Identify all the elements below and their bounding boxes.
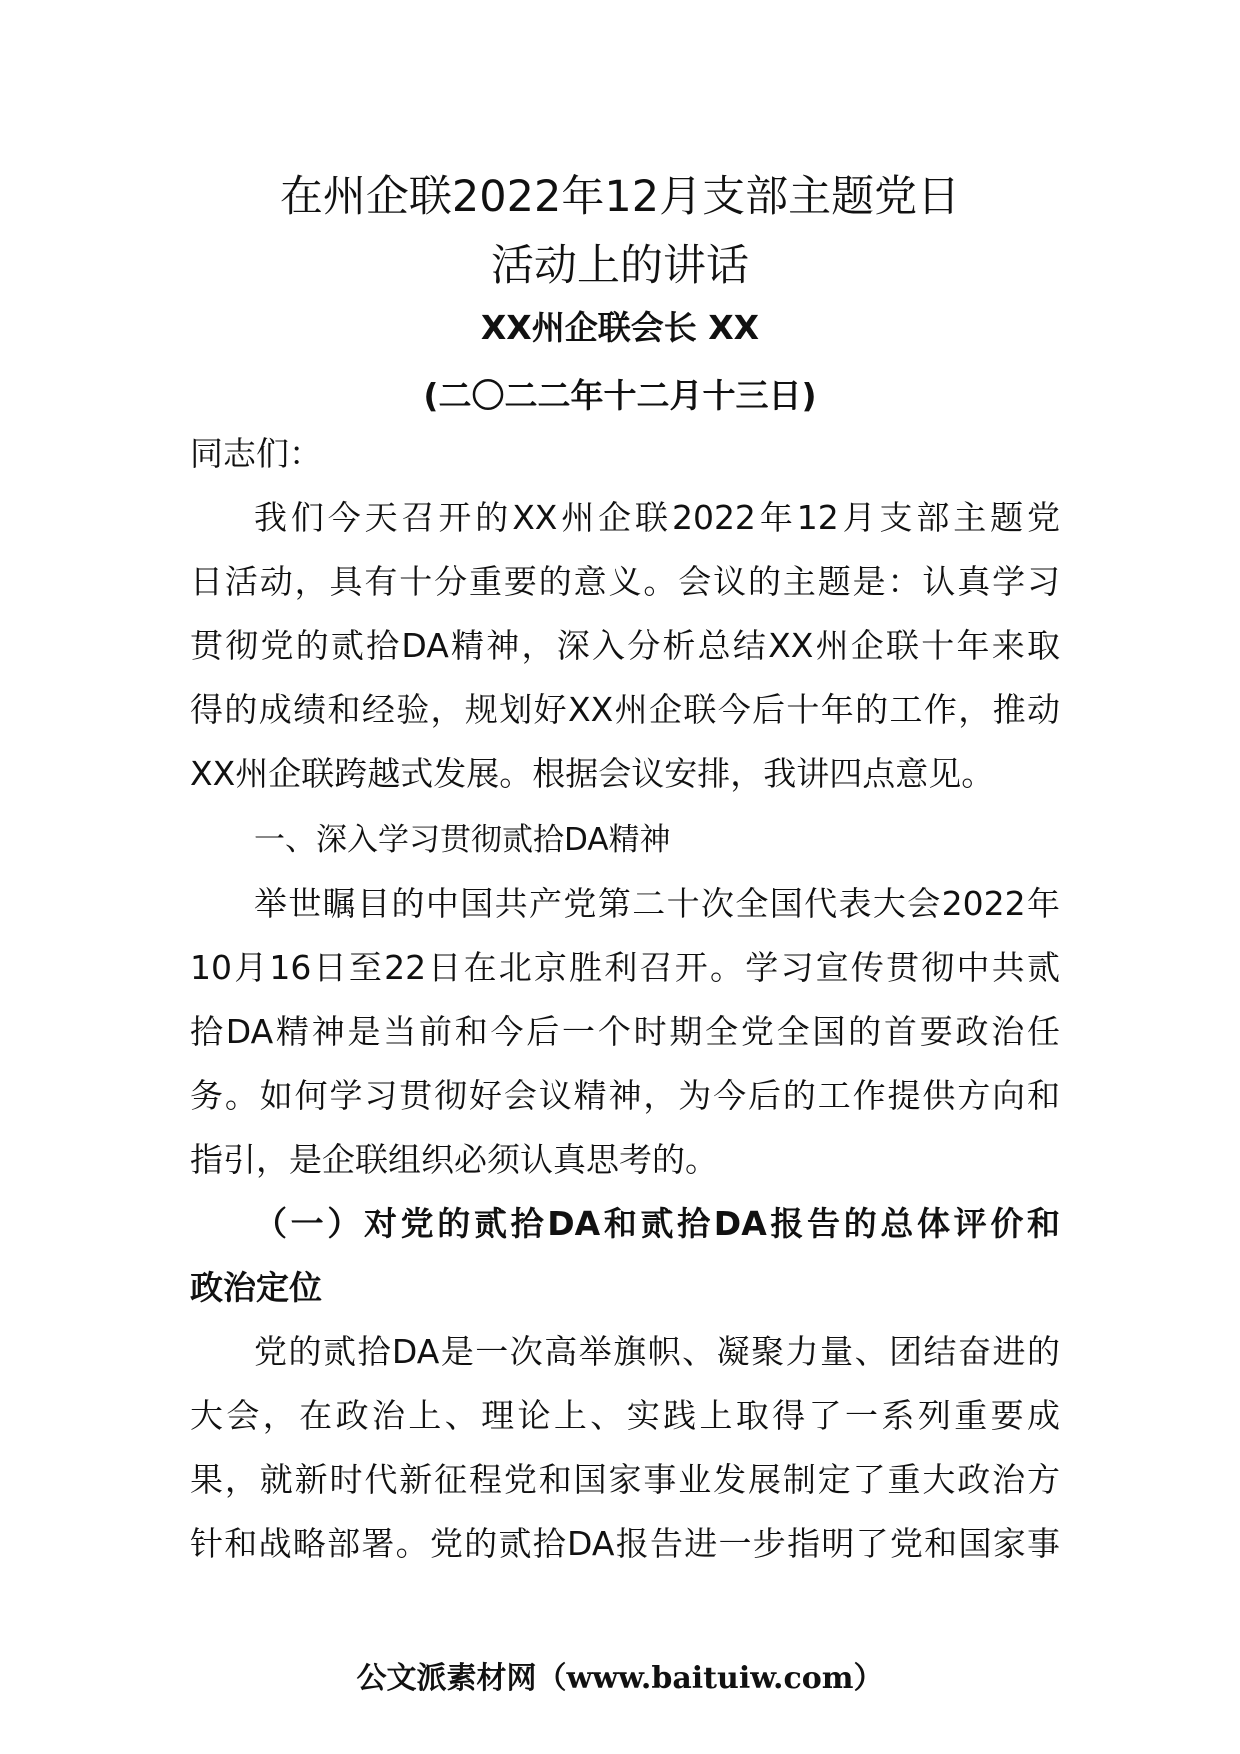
body-line: 指引，是企联组织必须认真思考的。 bbox=[190, 1140, 718, 1179]
body-line: 务。如何学习贯彻好会议精神，为今后的工作提供方向和 bbox=[190, 1076, 1060, 1115]
speaker-byline: XX州企联会长 XX bbox=[480, 308, 760, 347]
body-line: 果，就新时代新征程党和国家事业发展制定了重大政治方 bbox=[190, 1460, 1060, 1499]
body-line: 贯彻党的贰拾DA精神，深入分析总结XX州企联十年来取 bbox=[190, 626, 1060, 665]
subsection-heading-continued: 政治定位 bbox=[190, 1268, 322, 1307]
salutation: 同志们： bbox=[190, 434, 322, 473]
body-line: 大会，在政治上、理论上、实践上取得了一系列重要成 bbox=[190, 1396, 1060, 1435]
subsection-heading: （一）对党的贰拾DA和贰拾DA报告的总体评价和 bbox=[254, 1204, 1060, 1243]
document-title-line-1: 在州企联2022年12月支部主题党日 bbox=[279, 172, 961, 222]
section-heading: 一、深入学习贯彻贰拾DA精神 bbox=[254, 822, 671, 858]
watermark-footer: 公文派素材网（www.baituiw.com） bbox=[356, 1661, 884, 1696]
body-line: 得的成绩和经验，规划好XX州企联今后十年的工作，推动 bbox=[190, 690, 1060, 729]
body-line: 我们今天召开的XX州企联2022年12月支部主题党 bbox=[254, 498, 1060, 537]
body-line: 针和战略部署。党的贰拾DA报告进一步指明了党和国家事 bbox=[190, 1524, 1060, 1563]
body-line: 党的贰拾DA是一次高举旗帜、凝聚力量、团结奋进的 bbox=[254, 1332, 1060, 1371]
body-line: 日活动，具有十分重要的意义。会议的主题是：认真学习 bbox=[190, 562, 1060, 601]
document-title-line-2: 活动上的讲话 bbox=[491, 241, 749, 291]
body-line: 10月16日至22日在北京胜利召开。学习宣传贯彻中共贰 bbox=[190, 948, 1060, 987]
body-line: XX州企联跨越式发展。根据会议安排，我讲四点意见。 bbox=[190, 754, 995, 793]
speech-date: (二〇二二年十二月十三日) bbox=[423, 376, 817, 415]
body-line: 举世瞩目的中国共产党第二十次全国代表大会2022年 bbox=[254, 884, 1060, 923]
body-line: 拾DA精神是当前和今后一个时期全党全国的首要政治任 bbox=[190, 1012, 1060, 1051]
